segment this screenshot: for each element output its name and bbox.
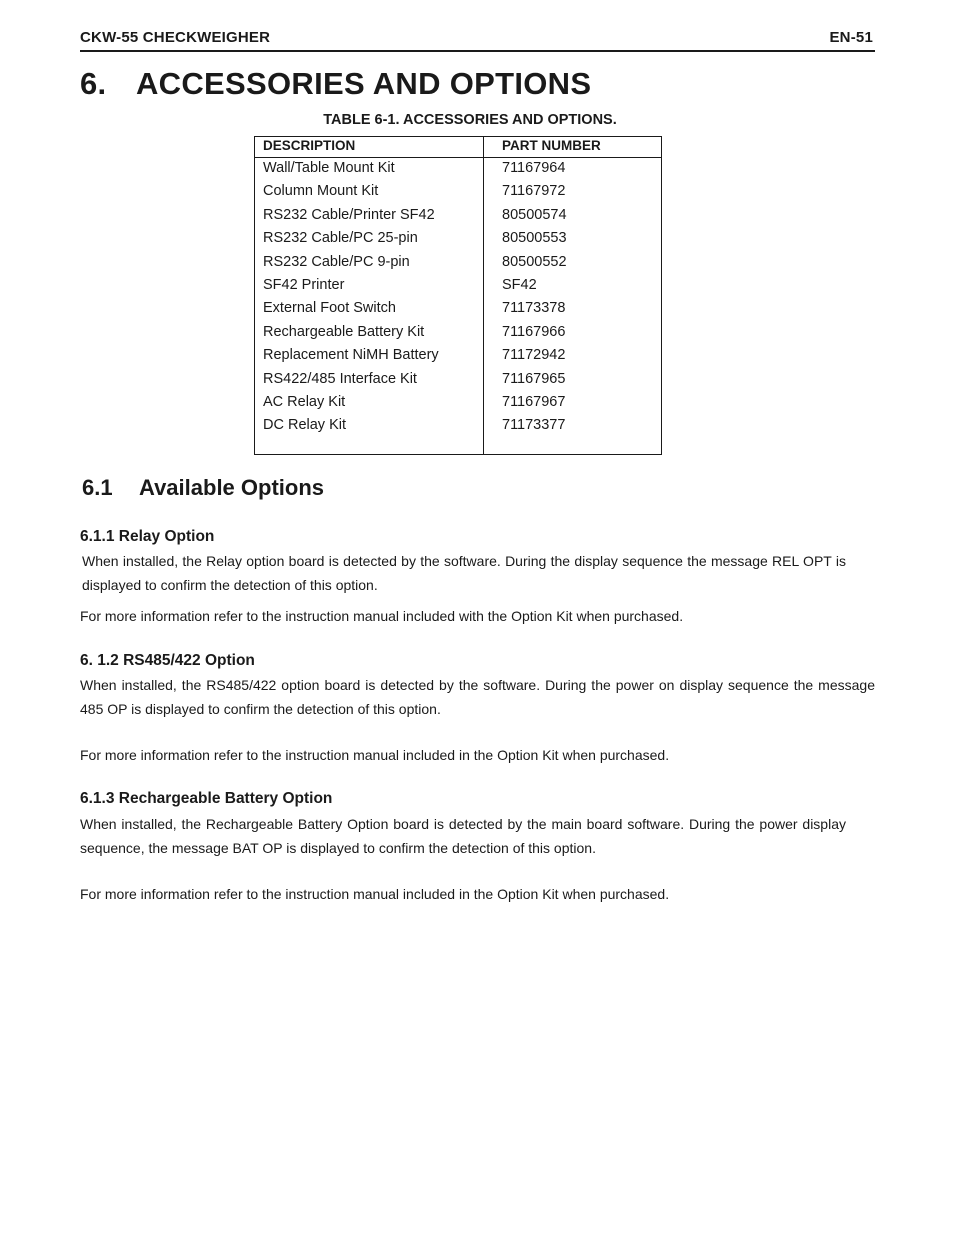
- battery-option-heading: 6.1.3 Rechargeable Battery Option: [80, 790, 333, 807]
- description-cell: RS232 Cable/PC 25-pin: [263, 230, 418, 247]
- table-caption: TABLE 6-1. ACCESSORIES AND OPTIONS.: [323, 112, 617, 128]
- manual-title: CKW-55 CHECKWEIGHER: [80, 29, 271, 46]
- rs485-option-heading: 6. 1.2 RS485/422 Option: [80, 652, 255, 669]
- column-header-description: DESCRIPTION: [263, 138, 356, 153]
- page-header: [80, 28, 875, 52]
- table-row: [255, 205, 661, 228]
- section-heading: [82, 475, 324, 501]
- description-cell: AC Relay Kit: [263, 393, 346, 410]
- relay-option-heading: 6.1.1 Relay Option: [80, 528, 215, 545]
- description-cell: RS232 Cable/Printer SF42: [263, 206, 435, 223]
- description-cell: RS232 Cable/PC 9-pin: [263, 253, 410, 270]
- description-cell: Wall/Table Mount Kit: [263, 160, 395, 176]
- part-number-cell: 71167964: [502, 160, 566, 176]
- table-row: [255, 369, 661, 392]
- table-body: [255, 158, 661, 439]
- part-number-cell: 71167967: [502, 393, 566, 410]
- part-number-cell: 80500574: [502, 206, 567, 223]
- table-row: [255, 298, 661, 321]
- section-title: Available Options: [139, 475, 325, 500]
- part-number-cell: SF42: [502, 276, 537, 293]
- table-row: [255, 228, 661, 251]
- chapter-number: 6.: [80, 66, 107, 101]
- table-row: [255, 415, 661, 438]
- table-header-row: [255, 137, 661, 158]
- rs485-option-paragraph: When installed, the RS485/422 option board is detected by the software. During the power on display sequence the message 485 OP is displayed to confirm the detection of this option.: [80, 677, 875, 717]
- table-row: [255, 322, 661, 345]
- description-cell: External Foot Switch: [263, 300, 396, 317]
- description-cell: Rechargeable Battery Kit: [263, 323, 425, 340]
- table-row: [255, 345, 661, 368]
- table-row: [255, 275, 661, 298]
- table-row: [255, 181, 661, 204]
- part-number-cell: 71172942: [502, 347, 566, 364]
- description-cell: DC Relay Kit: [263, 417, 346, 434]
- chapter-title: [80, 66, 591, 102]
- part-number-cell: 80500553: [502, 230, 567, 247]
- chapter-title-text: ACCESSORIES AND OPTIONS: [136, 66, 592, 101]
- part-number-cell: 71167965: [502, 370, 566, 387]
- relay-option-paragraph: When installed, the Relay option board is detected by the software. During the display sequence the message REL OPT is displayed to confirm the detection of this option.: [82, 553, 846, 593]
- rs485-option-more-info: For more information refer to the instruction manual included in the Option Kit when purchased.: [80, 747, 670, 763]
- description-cell: Replacement NiMH Battery: [263, 347, 439, 364]
- column-header-part-number: PART NUMBER: [502, 138, 601, 153]
- part-number-cell: 71167972: [502, 183, 566, 200]
- part-number-cell: 71173378: [502, 300, 566, 317]
- part-number-cell: 80500552: [502, 253, 567, 270]
- table-row: [255, 392, 661, 415]
- description-cell: RS422/485 Interface Kit: [263, 370, 417, 387]
- table-row: [255, 158, 661, 181]
- description-cell: SF42 Printer: [263, 276, 345, 293]
- part-number-cell: 71167966: [502, 323, 566, 340]
- battery-option-paragraph: When installed, the Rechargeable Battery Option board is detected by the main board software. During the power display sequence, the message BAT OP is displayed to confirm the detection of this option.: [80, 816, 846, 856]
- page-number: EN-51: [829, 29, 873, 46]
- part-number-cell: 71173377: [502, 417, 566, 434]
- accessories-table: [254, 136, 662, 455]
- table-row: [255, 252, 661, 275]
- description-cell: Column Mount Kit: [263, 183, 379, 200]
- section-number: 6.1: [82, 475, 113, 500]
- relay-option-more-info: For more information refer to the instruction manual included with the Option Kit when purchased.: [80, 608, 684, 624]
- battery-option-more-info: For more information refer to the instruction manual included in the Option Kit when purchased.: [80, 886, 670, 902]
